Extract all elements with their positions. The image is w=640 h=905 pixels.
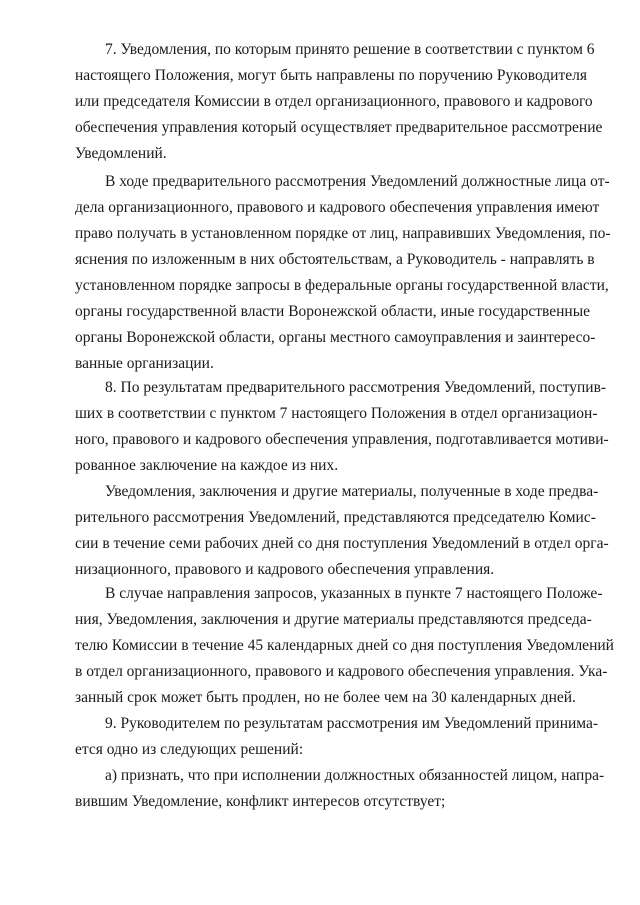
text-line: ного, правового и кадрового обеспечения управления, подготавливается мотиви- bbox=[75, 431, 609, 448]
text-line: 8. По результатам предварительного рассмотрения Уведомлений, поступив- bbox=[105, 379, 607, 396]
text-line: обеспечения управления который осуществляет предварительное рассмотрение bbox=[75, 119, 603, 136]
text-line: телю Комиссии в течение 45 календарных дней со дня поступления Уведомлений bbox=[75, 637, 614, 654]
text-line: рительного рассмотрения Уведомлений, представляются председателю Комис- bbox=[75, 509, 596, 526]
text-line: органы Воронежской области, органы местного самоуправления и заинтересо- bbox=[75, 329, 596, 346]
text-line: В ходе предварительного рассмотрения Уведомлений должностные лица от- bbox=[105, 173, 610, 190]
text-line: ванные организации. bbox=[75, 355, 214, 372]
text-line: настоящего Положения, могут быть направлены по поручению Руководителя bbox=[75, 67, 587, 84]
text-line: ния, Уведомления, заключения и другие материалы представляются председа- bbox=[75, 611, 592, 628]
text-line: 7. Уведомления, по которым принято решение в соответствии с пунктом 6 bbox=[105, 41, 595, 58]
text-line: 9. Руководителем по результатам рассмотрения им Уведомлений принима- bbox=[105, 715, 599, 732]
text-line: дела организационного, правового и кадрового обеспечения управления имеют bbox=[75, 199, 600, 216]
text-line: ших в соответствии с пунктом 7 настоящего Положения в отдел организацион- bbox=[75, 405, 598, 422]
text-line: право получать в установленном порядке от лиц, направивших Уведомления, по- bbox=[75, 225, 611, 242]
text-line: низационного, правового и кадрового обеспечения управления. bbox=[75, 561, 495, 578]
text-line: установленном порядке запросы в федеральные органы государственной власти, bbox=[75, 277, 609, 294]
text-line: В случае направления запросов, указанных в пункте 7 настоящего Положе- bbox=[105, 585, 603, 602]
text-line: или председателя Комиссии в отдел организационного, правового и кадрового bbox=[75, 93, 593, 110]
text-line: ется одно из следующих решений: bbox=[75, 741, 304, 758]
text-line: а) признать, что при исполнении должностных обязанностей лицом, напра- bbox=[105, 767, 605, 784]
text-line: яснения по изложенным в них обстоятельствам, а Руководитель - направлять в bbox=[75, 251, 595, 268]
text-line: занный срок может быть продлен, но не более чем на 30 календарных дней. bbox=[75, 689, 576, 706]
text-line: вившим Уведомление, конфликт интересов отсутствует; bbox=[75, 793, 446, 810]
text-line: Уведомления, заключения и другие материалы, полученные в ходе предва- bbox=[105, 483, 599, 500]
text-line: рованное заключение на каждое из них. bbox=[75, 457, 339, 474]
text-line: Уведомлений. bbox=[75, 145, 167, 162]
text-line: в отдел организационного, правового и кадрового обеспечения управления. Ука- bbox=[75, 663, 608, 680]
text-line: органы государственной власти Воронежской области, иные государственные bbox=[75, 303, 590, 320]
text-line: сии в течение семи рабочих дней со дня поступления Уведомлений в отдел орга- bbox=[75, 535, 609, 552]
